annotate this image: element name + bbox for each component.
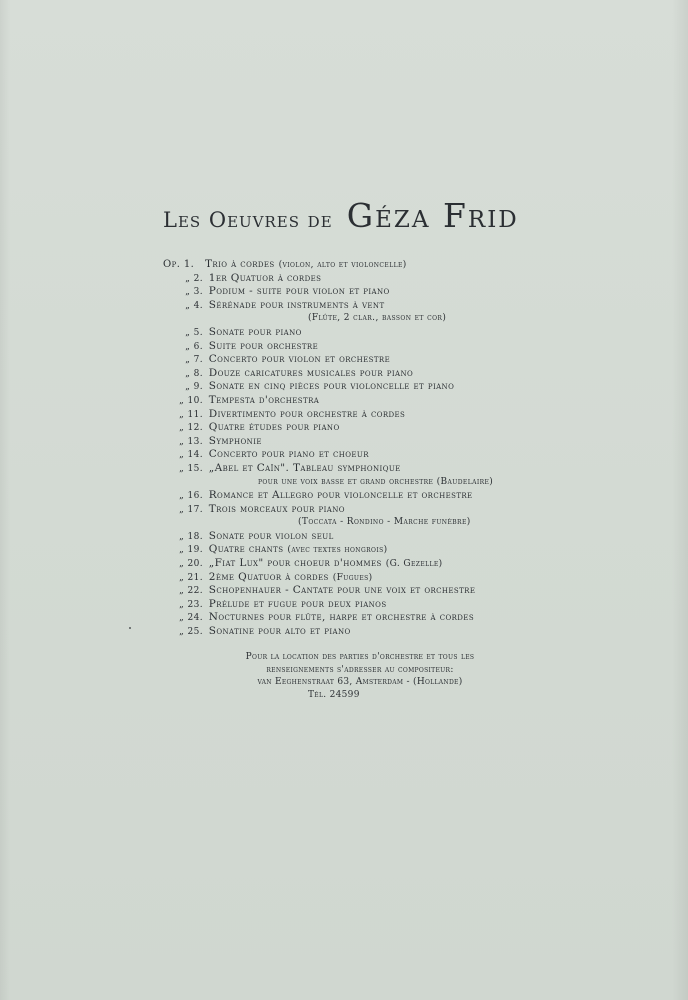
opus-number: „ 3. [185,287,203,298]
opus-number: „ 14. [179,450,203,461]
work-op-13 [163,435,583,449]
work-title: Sonate en cinq pièces pour violoncelle et piano [208,380,455,393]
opus-number: „ 12. [179,423,203,434]
work-title: Sonate pour violon seul [208,529,334,542]
work-op-4 [163,299,583,313]
opus-number: „ 6. [185,341,203,352]
opus-number: „ 8. [185,368,203,379]
opus-number: „ 23. [179,599,203,610]
work-op-15 [163,462,583,476]
opus-number: „ 4. [185,300,203,311]
works-list [163,258,583,639]
work-title: 1er Quatuor à cordes [208,271,322,284]
work-op-18 [163,530,583,544]
page-title [163,196,563,235]
title-lead: Les Oeuvres de [163,208,333,232]
opus-number: „ 13. [179,436,203,447]
work-title: Trio à cordes [205,258,275,270]
work-op-15-scoring: pour une voix basse et grand orchestre (Baudelaire) [258,476,494,487]
work-op-10 [163,394,583,408]
work-op-25 [163,625,583,639]
opus-number: „ 11. [179,409,203,420]
opus-number: „ 20. [179,559,203,570]
work-title: Sérénade pour instruments à vent [208,298,385,311]
work-op-21 [163,571,583,585]
work-title: Prélude et fugue pour deux pianos [208,597,387,610]
work-note: (Fugues) [332,572,373,583]
opus-number: „ 22. [179,586,203,597]
contact-line: renseignements s'adresser au compositeur: [266,664,454,675]
work-op-17-movements: (Toccata - Rondino - Marche funèbre) [298,517,471,528]
work-op-6 [163,340,583,354]
opus-number: „ 15. [179,463,203,474]
work-title: Douze caricatures musicales pour piano [208,366,414,379]
ink-speck [129,627,131,629]
work-op-8 [163,367,583,381]
work-op-14 [163,448,583,462]
work-title: Schopenhauer - Cantate pour une voix et orchestre [208,584,476,597]
work-title: Divertimento pour orchestre à cordes [208,407,406,420]
work-title: Sonate pour piano [208,325,302,338]
work-op-16 [163,489,583,503]
work-title: Romance et Allegro pour violoncelle et orchestre [208,489,473,502]
work-title: Quatre études pour piano [208,421,340,434]
work-title: Concerto pour piano et choeur [208,448,369,461]
work-op-24 [163,611,583,625]
work-title: Nocturnes pour flûte, harpe et orchestre à cordes [208,611,475,624]
opus-number: „ 10. [179,395,203,406]
work-op-7 [163,353,583,367]
work-title: „Abel et Caïn". Tableau symphonique [208,461,401,474]
work-op-2 [163,272,583,286]
work-op-9 [163,380,583,394]
work-op-1 [163,258,583,272]
opus-number: „ 2. [185,273,203,284]
composer-name: Géza Frid [346,196,519,235]
work-title: Symphonie [208,434,262,447]
work-op-11 [163,408,583,422]
opus-number: „ 5. [185,327,203,338]
work-title: Quatre chants [208,543,284,556]
contact-block [205,651,515,701]
work-title: Concerto pour violon et orchestre [208,353,391,366]
work-op-5 [163,326,583,340]
work-op-22 [163,584,583,598]
work-op-17 [163,503,583,517]
work-op-4-instrumentation: (Flûte, 2 clar., basson et cor) [308,313,447,324]
opus-number: „ 9. [185,382,203,393]
work-op-3 [163,285,583,299]
opus-number: Op. 1. [163,259,195,270]
opus-number: „ 25. [179,627,203,638]
work-title: Tempesta d'orchestra [208,393,320,406]
work-op-19 [163,543,583,557]
opus-number: „ 16. [179,491,203,502]
work-op-23 [163,598,583,612]
opus-number: „ 7. [185,355,203,366]
opus-number: „ 24. [179,613,203,624]
opus-number: „ 19. [179,545,203,556]
contact-telephone: Tél. 24599 [308,689,360,700]
work-note: (G. Gezelle) [385,559,443,570]
opus-number: „ 18. [179,531,203,542]
opus-number: „ 21. [179,572,203,583]
work-title: Suite pour orchestre [208,339,319,352]
work-title: Trois morceaux pour piano [208,502,345,515]
work-title: „Fiat Lux" pour choeur d'hommes [208,557,382,570]
opus-number: „ 17. [179,504,203,515]
contact-line: Pour la location des parties d'orchestre et tous les [245,652,475,662]
work-title: Podium - suite pour violon et piano [208,285,390,298]
work-note: (violon, alto et violoncelle) [278,260,407,270]
work-op-12 [163,421,583,435]
work-title: Sonatine pour alto et piano [208,625,351,638]
work-note: (avec textes hongrois) [287,545,388,556]
work-op-20 [163,557,583,571]
contact-address: van Eeghenstraat 63, Amsterdam - (Hollande) [257,677,463,687]
work-title: 2ème Quatuor à cordes [208,570,329,583]
